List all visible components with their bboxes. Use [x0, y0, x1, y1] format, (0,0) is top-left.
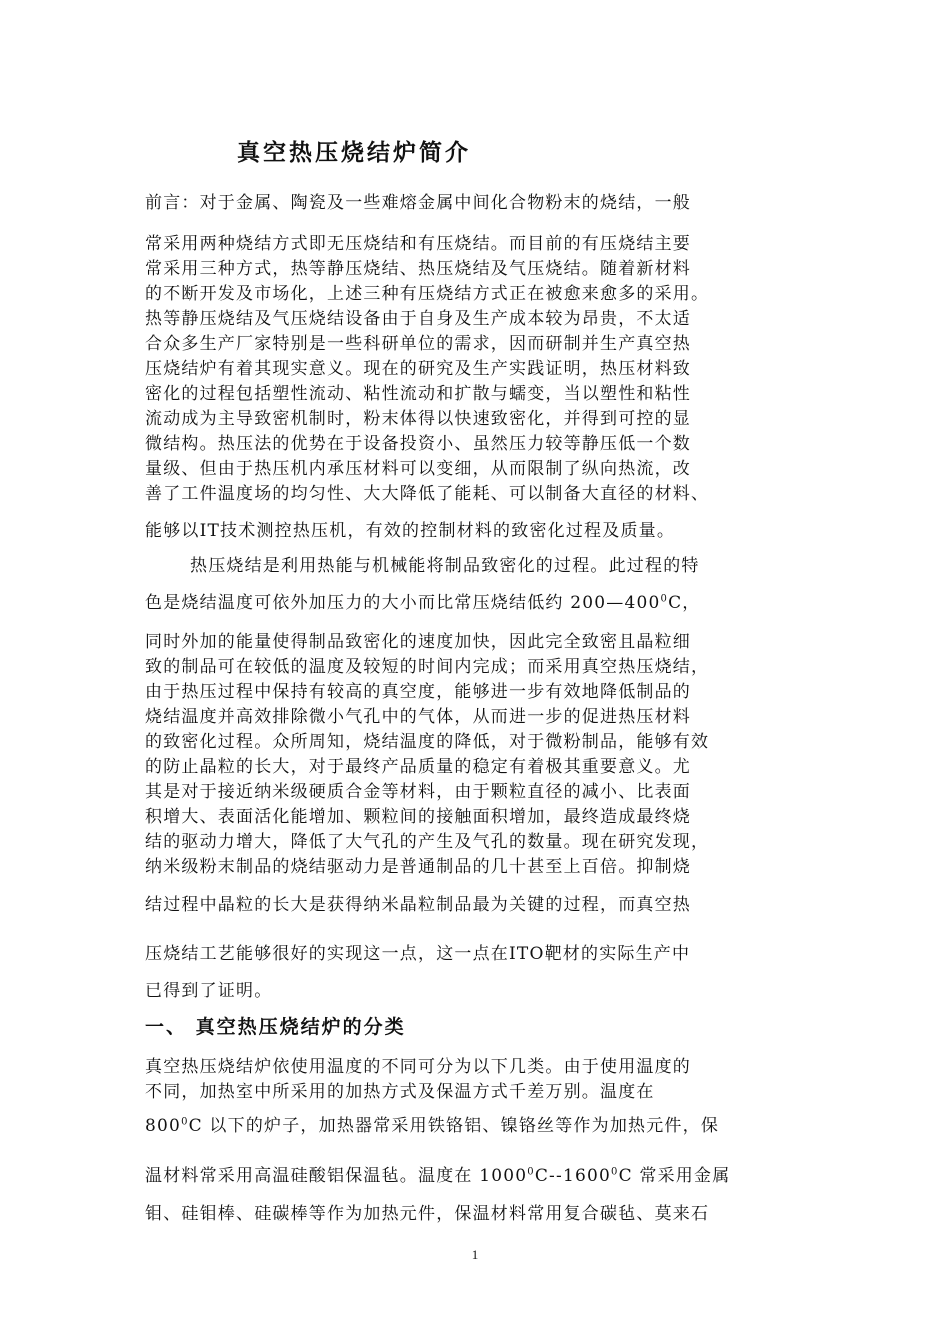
paragraph-line: 其是对于接近纳米级硬质合金等材料，由于颗粒直径的减小、比表面 — [145, 782, 691, 802]
paragraph-line: 善了工件温度场的均匀性、大大降低了能耗、可以制备大直径的材料、 — [145, 484, 710, 504]
paragraph-line: 的不断开发及市场化，上述三种有压烧结方式正在被愈来愈多的采用。 — [145, 284, 710, 304]
paragraph-line: 合众多生产厂家特别是一些科研单位的需求，因而研制并生产真空热 — [145, 334, 691, 354]
paragraph-line: 常采用三种方式，热等静压烧结、热压烧结及气压烧结。随着新材料 — [145, 259, 691, 279]
degree-superscript: 0 — [611, 1166, 619, 1178]
page-number: 1 — [471, 1247, 479, 1262]
text-run: 色是烧结温度可依外加压力的大小而比常压烧结低约 200—400 — [145, 593, 661, 613]
paragraph-line: 积增大、表面活化能增加、颗粒间的接触面积增加，最终造成最终烧 — [145, 807, 691, 827]
paragraph-line: 钼、硅钼棒、硅碳棒等作为加热元件，保温材料常用复合碳毡、莫来石 — [145, 1204, 710, 1224]
paragraph-line — [145, 1161, 815, 1186]
paragraph-line: 结过程中晶粒的长大是获得纳米晶粒制品最为关键的过程，而真空热 — [145, 895, 691, 915]
paragraph-line: 密化的过程包括塑性流动、粘性流动和扩散与蠕变，当以塑性和粘性 — [145, 384, 691, 404]
paragraph-line: 致的制品可在较低的温度及较短的时间内完成；而采用真空热压烧结， — [145, 657, 710, 677]
degree-superscript: 0 — [527, 1166, 535, 1178]
paragraph-line: 纳米级粉末制品的烧结驱动力是普通制品的几十甚至上百倍。抑制烧 — [145, 857, 691, 877]
paragraph-line: 能够以IT技术测控热压机，有效的控制材料的致密化过程及质量。 — [145, 521, 676, 541]
document-title: 真空热压烧结炉简介 — [237, 139, 471, 166]
degree-superscript: 0 — [660, 593, 669, 605]
paragraph-line: 量级、但由于热压机内承压材料可以变细，从而限制了纵向热流，改 — [145, 459, 691, 479]
paragraph-line: 压烧结工艺能够很好的实现这一点，这一点在ITO靶材的实际生产中 — [145, 944, 691, 964]
paragraph-line: 热等静压烧结及气压烧结设备由于自身及生产成本较为昂贵，不太适 — [145, 309, 691, 329]
paragraph-line — [145, 1111, 815, 1136]
text-run: 温材料常采用高温硅酸铝保温毡。温度在 1000 — [145, 1166, 528, 1186]
paragraph-line: 热压烧结是利用热能与机械能将制品致密化的过程。此过程的特 — [190, 556, 700, 576]
paragraph-line: 的防止晶粒的长大，对于最终产品质量的稳定有着极其重要意义。尤 — [145, 757, 691, 777]
paragraph-line: 微结构。热压法的优势在于设备投资小、虽然压力较等静压低一个数 — [145, 434, 691, 454]
paragraph-line: 结的驱动力增大，降低了大气孔的产生及气孔的数量。现在研究发现， — [145, 832, 710, 852]
section-heading: 一、 真空热压烧结炉的分类 — [145, 1016, 406, 1038]
paragraph-line: 压烧结炉有着其现实意义。现在的研究及生产实践证明，热压材料致 — [145, 359, 691, 379]
paragraph-line: 流动成为主导致密机制时，粉末体得以快速致密化，并得到可控的显 — [145, 409, 691, 429]
degree-superscript: 0 — [181, 1116, 189, 1128]
paragraph-line: 不同，加热室中所采用的加热方式及保温方式千差万别。温度在 — [145, 1082, 655, 1102]
paragraph-line: 同时外加的能量使得制品致密化的速度加快，因此完全致密且晶粒细 — [145, 632, 691, 652]
paragraph-line — [145, 588, 815, 613]
text-run: C， — [668, 593, 701, 613]
text-run: C 常采用金属 — [618, 1166, 731, 1186]
paragraph-line: 常采用两种烧结方式即无压烧结和有压烧结。而目前的有压烧结主要 — [145, 234, 691, 254]
paragraph-line: 真空热压烧结炉依使用温度的不同可分为以下几类。由于使用温度的 — [145, 1057, 691, 1077]
paragraph-line: 由于热压过程中保持有较高的真空度，能够进一步有效地降低制品的 — [145, 682, 691, 702]
paragraph-line: 烧结温度并高效排除微小气孔中的气体，从而进一步的促进热压材料 — [145, 707, 691, 727]
text-run: C 以下的炉子，加热器常采用铁铬铝、镍铬丝等作为加热元件，保 — [188, 1116, 720, 1136]
paragraph-line: 前言：对于金属、陶瓷及一些难熔金属中间化合物粉末的烧结，一般 — [145, 193, 691, 213]
paragraph-line: 的致密化过程。众所周知，烧结温度的降低，对于微粉制品，能够有效 — [145, 732, 710, 752]
text-run: C--1600 — [534, 1166, 612, 1186]
text-run: 800 — [145, 1116, 182, 1136]
paragraph-line: 已得到了证明。 — [145, 981, 273, 1001]
